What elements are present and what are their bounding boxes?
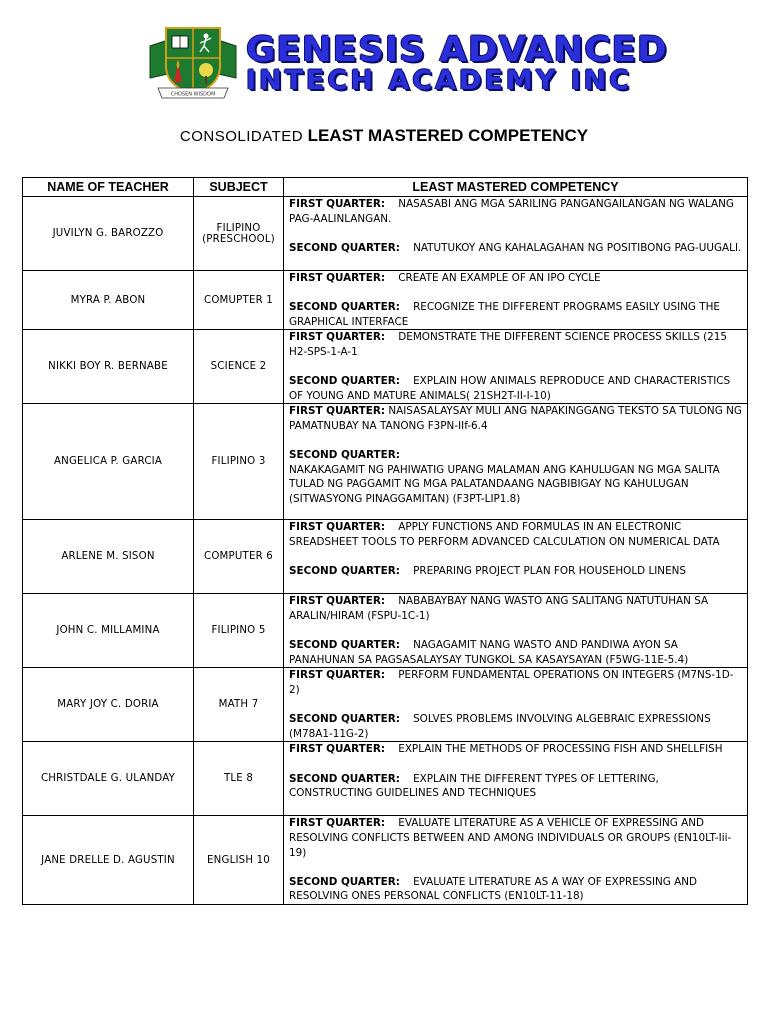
table-row xyxy=(23,520,748,594)
svg-text:CHOSEN WISDOM: CHOSEN WISDOM xyxy=(170,91,216,98)
first-quarter-label: FIRST QUARTER: xyxy=(289,331,386,344)
header-teacher: NAME OF TEACHER xyxy=(23,178,194,197)
second-quarter-competency xyxy=(289,564,744,579)
table-row xyxy=(23,197,748,271)
first-quarter-label: FIRST QUARTER: xyxy=(289,198,386,210)
subject-name: COMUPTER 1 xyxy=(194,271,284,330)
first-quarter-label: FIRST QUARTER: xyxy=(289,743,386,756)
first-quarter-label: FIRST QUARTER: xyxy=(289,272,386,284)
competency-cell xyxy=(284,668,748,742)
competency-cell xyxy=(284,816,748,905)
teacher-name: JUVILYN G. BAROZZO xyxy=(23,197,194,271)
second-quarter-label: SECOND QUARTER: xyxy=(289,449,400,462)
second-quarter-label: SECOND QUARTER: xyxy=(289,565,400,578)
subject-name: COMPUTER 6 xyxy=(194,520,284,594)
subject-name: ENGLISH 10 xyxy=(194,816,284,905)
first-quarter-competency xyxy=(289,404,744,433)
second-quarter-text: NATUTUKOY ANG KAHALAGAHAN NG POSITIBONG PAG-UUGALI. xyxy=(413,241,742,254)
first-quarter-competency xyxy=(289,816,744,860)
first-quarter-competency xyxy=(289,197,744,226)
second-quarter-competency xyxy=(289,638,744,667)
subject-name: FILIPINO xyxy=(216,222,261,234)
title-main: LEAST MASTERED COMPETENCY xyxy=(307,126,589,145)
competency-cell xyxy=(284,742,748,816)
table-row xyxy=(23,404,748,520)
competency-cell xyxy=(284,404,748,520)
first-quarter-competency xyxy=(289,594,744,623)
competency-table xyxy=(22,177,748,905)
second-quarter-label: SECOND QUARTER: xyxy=(289,713,400,726)
second-quarter-competency xyxy=(289,772,744,801)
competency-cell xyxy=(284,594,748,668)
first-quarter-label: FIRST QUARTER: xyxy=(289,405,386,418)
first-quarter-text: APPLY FUNCTIONS AND FORMULAS IN AN ELECTRONIC SREADSHEET TOOLS TO PERFORM ADVANCED CALCULATION ON NUMERICAL DATA xyxy=(289,521,720,548)
first-quarter-competency xyxy=(289,668,744,697)
teacher-name: JANE DRELLE D. AGUSTIN xyxy=(23,816,194,905)
school-name xyxy=(246,30,668,104)
second-quarter-text: EXPLAIN THE DIFFERENT TYPES OF LETTERING, CONSTRUCTING GUIDELINES AND TECHNIQUES xyxy=(289,772,659,800)
subject-name: FILIPINO 5 xyxy=(194,594,284,668)
second-quarter-text: EVALUATE LITERATURE AS A WAY OF EXPRESSING AND RESOLVING ONES PERSONAL CONFLICTS (EN10LT-11-18) xyxy=(289,875,698,903)
second-quarter-label: SECOND QUARTER: xyxy=(289,639,400,652)
first-quarter-label: FIRST QUARTER: xyxy=(289,669,386,682)
school-seal-icon xyxy=(144,24,242,100)
second-quarter-label: SECOND QUARTER: xyxy=(289,772,400,785)
table-row xyxy=(23,330,748,404)
teacher-name: MARY JOY C. DORIA xyxy=(23,668,194,742)
first-quarter-text: DEMONSTRATE THE DIFFERENT SCIENCE PROCESS SKILLS (215 H2-SPS-1-A-1 xyxy=(289,331,727,358)
teacher-name: ANGELICA P. GARCIA xyxy=(23,404,194,520)
first-quarter-competency xyxy=(289,742,744,757)
subject-cell xyxy=(194,197,284,271)
second-quarter-competency xyxy=(289,241,744,256)
first-quarter-text: NAISASALAYSAY MULI ANG NAPAKINGGANG TEKSTO SA TULONG NG PAMATNUBAY NA TANONG F3PN-IIf-6.4 xyxy=(289,405,742,432)
first-quarter-label: FIRST QUARTER: xyxy=(289,595,386,608)
page-header xyxy=(140,24,668,104)
first-quarter-text: CREATE AN EXAMPLE OF AN IPO CYCLE xyxy=(398,272,601,284)
second-quarter-text: RECOGNIZE THE DIFFERENT PROGRAMS EASILY USING THE GRAPHICAL INTERFACE xyxy=(289,301,720,328)
teacher-name: MYRA P. ABON xyxy=(23,271,194,330)
second-quarter-text: NAGAGAMIT NANG WASTO AND PANDIWA AYON SA PANAHUNAN SA PAGSASALAYSAY TUNGKOL SA KASAYSAYAN (F5WG-11E-5.4) xyxy=(289,639,689,666)
competency-cell xyxy=(284,330,748,404)
table-row xyxy=(23,594,748,668)
subject-name: FILIPINO 3 xyxy=(194,404,284,520)
page-title xyxy=(0,126,768,146)
subject-level: (PRESCHOOL) xyxy=(202,233,275,245)
second-quarter-competency xyxy=(289,374,744,403)
teacher-name: NIKKI BOY R. BERNABE xyxy=(23,330,194,404)
school-name-line1: GENESIS ADVANCED xyxy=(246,30,668,70)
second-quarter-label: SECOND QUARTER: xyxy=(289,241,400,254)
second-quarter-text: NAKAKAGAMIT NG PAHIWATIG UPANG MALAMAN ANG KAHULUGAN NG MGA SALITA TULAD NG PAGGAMIT NG MGA PALATANDAANG NAGBIBIGAY NG KAHULUGAN (SITWASYONG PINAGGAMITAN) (F3PT-LIP1.8) xyxy=(289,463,720,505)
table-row xyxy=(23,816,748,905)
first-quarter-label: FIRST QUARTER: xyxy=(289,817,386,830)
competency-cell xyxy=(284,197,748,271)
first-quarter-text: EVALUATE LITERATURE AS A VEHICLE OF EXPRESSING AND RESOLVING CONFLICTS BETWEEN AND AMONG INDIVIDUALS OR GROUPS (EN10LT-Iii-19) xyxy=(289,817,732,859)
teacher-name: JOHN C. MILLAMINA xyxy=(23,594,194,668)
table-row xyxy=(23,271,748,330)
table-header-row xyxy=(23,178,748,197)
first-quarter-competency xyxy=(289,330,744,359)
second-quarter-label: SECOND QUARTER: xyxy=(289,375,400,388)
first-quarter-label: FIRST QUARTER: xyxy=(289,521,386,534)
first-quarter-competency xyxy=(289,520,744,549)
table-row xyxy=(23,742,748,816)
second-quarter-text: SOLVES PROBLEMS INVOLVING ALGEBRAIC EXPRESSIONS (M78A1-11G-2) xyxy=(289,713,711,740)
first-quarter-text: NASASABI ANG MGA SARILING PANGANGAILANGAN NG WALANG PAG-AALINLANGAN. xyxy=(289,198,734,225)
title-prefix: CONSOLIDATED xyxy=(179,128,304,145)
first-quarter-text: EXPLAIN THE METHODS OF PROCESSING FISH AND SHELLFISH xyxy=(398,743,723,756)
table-row xyxy=(23,668,748,742)
second-quarter-text: EXPLAIN HOW ANIMALS REPRODUCE AND CHARACTERISTICS OF YOUNG AND MATURE ANIMALS( 21SH2T-II-I-10) xyxy=(289,375,731,402)
header-competency: LEAST MASTERED COMPETENCY xyxy=(284,178,748,197)
first-quarter-text: PERFORM FUNDAMENTAL OPERATIONS ON INTEGERS (M7NS-1D-2) xyxy=(289,669,734,696)
second-quarter-competency xyxy=(289,448,744,506)
second-quarter-competency xyxy=(289,875,744,904)
subject-name: MATH 7 xyxy=(194,668,284,742)
second-quarter-label: SECOND QUARTER: xyxy=(289,301,400,314)
first-quarter-text: NABABAYBAY NANG WASTO ANG SALITANG NATUTUHAN SA ARALIN/HIRAM (FSPU-1C-1) xyxy=(289,595,709,622)
school-name-line2: INTECH ACADEMY INC xyxy=(246,65,633,96)
second-quarter-competency xyxy=(289,712,744,741)
teacher-name: ARLENE M. SISON xyxy=(23,520,194,594)
header-subject: SUBJECT xyxy=(194,178,284,197)
first-quarter-competency xyxy=(289,271,744,286)
second-quarter-competency xyxy=(289,300,744,329)
second-quarter-label: SECOND QUARTER: xyxy=(289,875,400,888)
competency-cell xyxy=(284,520,748,594)
subject-name: TLE 8 xyxy=(194,742,284,816)
second-quarter-text: PREPARING PROJECT PLAN FOR HOUSEHOLD LINENS xyxy=(413,565,687,578)
competency-cell xyxy=(284,271,748,330)
subject-name: SCIENCE 2 xyxy=(194,330,284,404)
teacher-name: CHRISTDALE G. ULANDAY xyxy=(23,742,194,816)
